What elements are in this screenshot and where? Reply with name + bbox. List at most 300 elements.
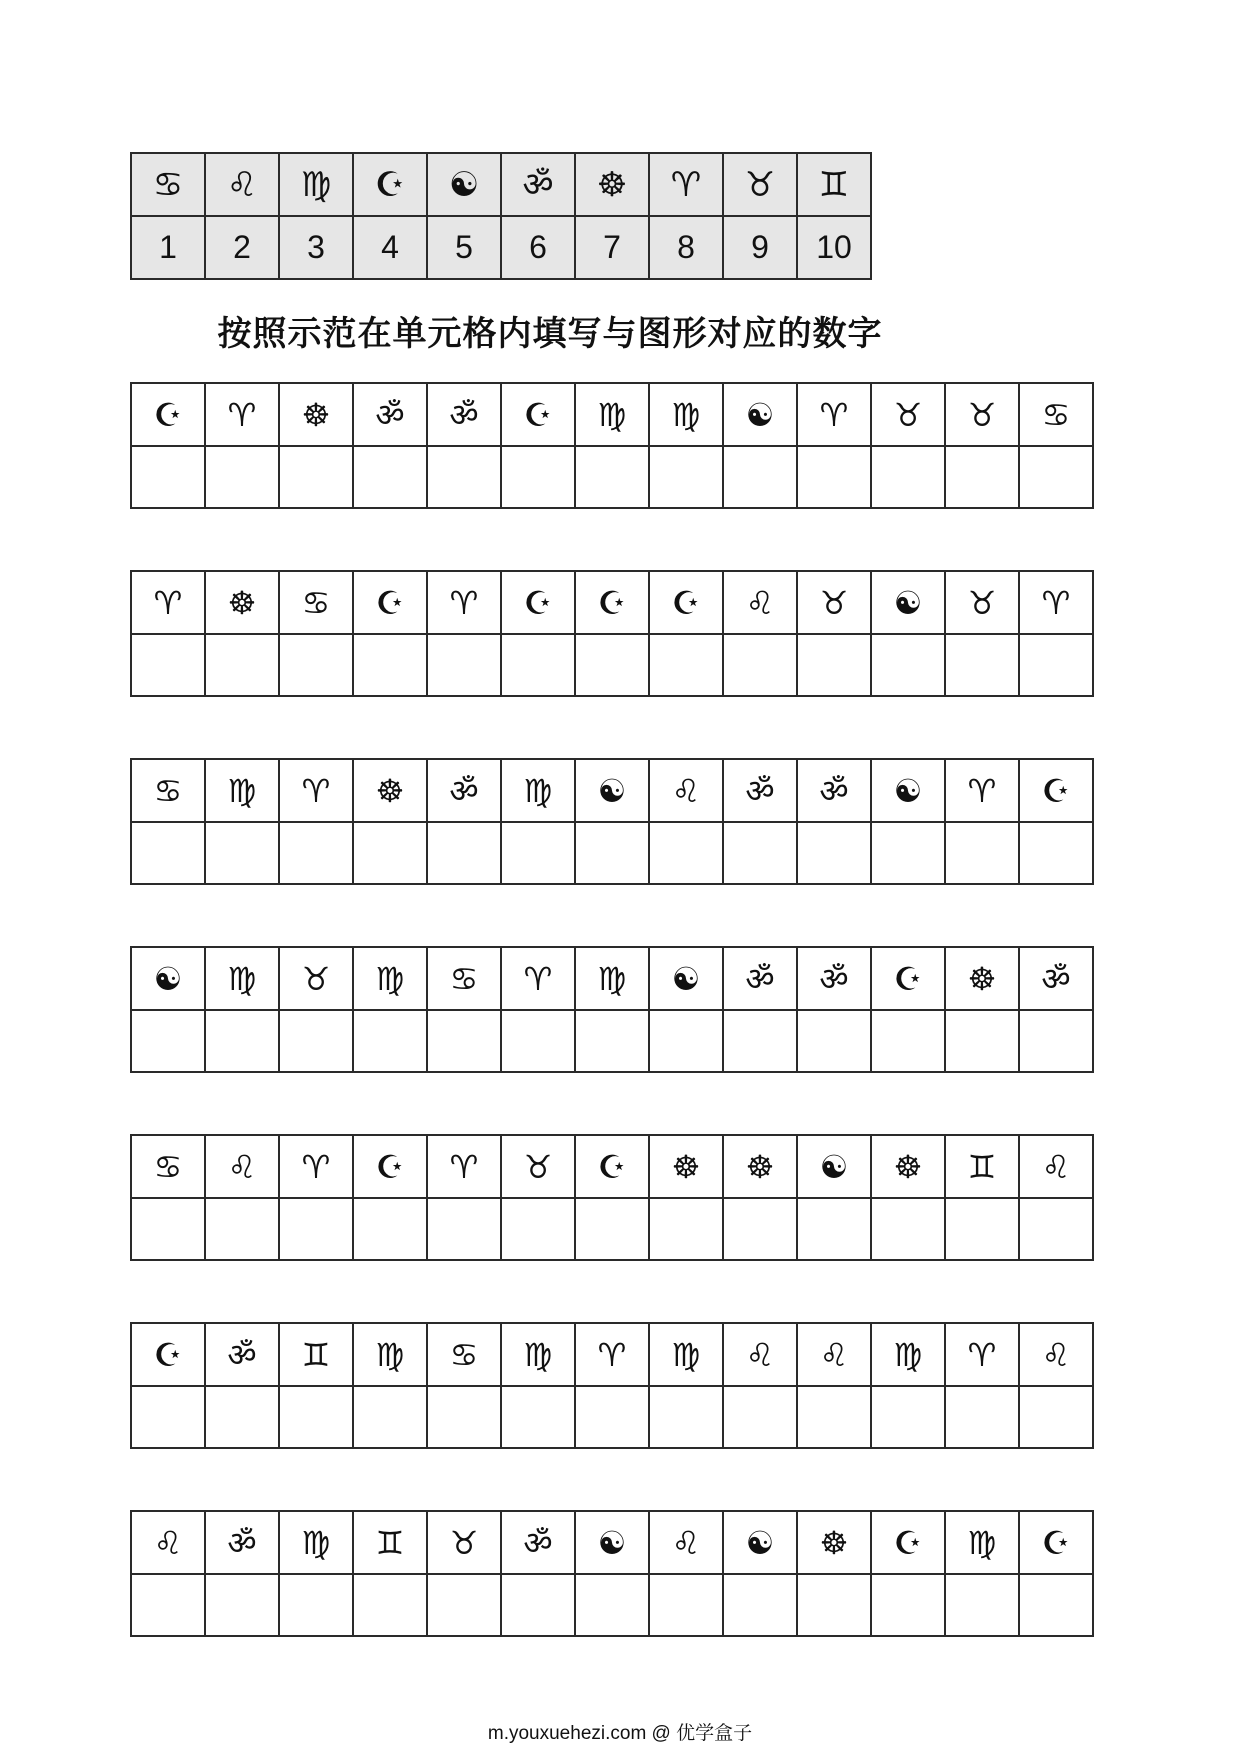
legend-number: 6 [501,216,575,279]
symbol-cell [1019,383,1093,446]
om-icon: ॐ [819,959,849,998]
yin-yang-icon: ☯ [893,583,923,622]
cancer-icon: ♋ [153,1147,183,1186]
answer-cell[interactable] [945,1386,1019,1448]
leo-icon: ♌ [153,1523,183,1562]
symbol-cell [797,759,871,822]
symbol-cell [871,571,945,634]
answer-cell[interactable] [723,1386,797,1448]
answer-cell[interactable] [575,1574,649,1636]
legend-symbol [353,153,427,216]
legend-symbol [501,153,575,216]
leo-icon: ♌ [745,1335,775,1374]
yin-yang-icon: ☯ [745,1523,775,1562]
symbol-cell [649,1323,723,1386]
symbol-cell [797,1135,871,1198]
answer-cell[interactable] [279,1198,353,1260]
legend-symbol [131,153,205,216]
answer-cell[interactable] [945,1574,1019,1636]
gemini-icon: ♊ [301,1335,331,1374]
symbol-cell [427,1323,501,1386]
answer-cell[interactable] [575,446,649,508]
symbol-cell [131,947,205,1010]
symbol-cell [871,1135,945,1198]
answer-cell[interactable] [205,634,279,696]
symbol-cell [649,571,723,634]
om-icon: ॐ [522,164,554,205]
exercise-answer-row [131,1386,1093,1448]
answer-cell[interactable] [575,1010,649,1072]
answer-cell[interactable] [353,1010,427,1072]
answer-cell[interactable] [427,446,501,508]
answer-cell[interactable] [575,1386,649,1448]
answer-cell[interactable] [871,1574,945,1636]
answer-cell[interactable] [427,822,501,884]
symbol-cell [649,1135,723,1198]
exercise-symbol-row [131,759,1093,822]
aries-icon: ♈ [153,583,183,622]
virgo-icon: ♍ [893,1335,923,1374]
virgo-icon: ♍ [300,164,332,205]
answer-cell[interactable] [205,1010,279,1072]
virgo-icon: ♍ [227,959,257,998]
symbol-cell [279,947,353,1010]
om-icon: ॐ [375,395,405,434]
crescent-star-icon: ☪ [597,1147,627,1186]
legend-number: 7 [575,216,649,279]
symbol-cell [797,383,871,446]
symbol-cell [723,1135,797,1198]
symbol-cell [279,759,353,822]
aries-icon: ♈ [597,1335,627,1374]
aries-icon: ♈ [1041,583,1071,622]
answer-cell[interactable] [945,634,1019,696]
aries-icon: ♈ [670,164,702,205]
answer-cell[interactable] [871,1010,945,1072]
exercise-symbol-row [131,947,1093,1010]
legend-symbol [279,153,353,216]
symbol-cell [723,383,797,446]
symbol-cell [723,571,797,634]
symbol-cell [205,759,279,822]
symbol-cell [205,571,279,634]
symbol-cell [797,1323,871,1386]
legend-symbol [205,153,279,216]
om-icon: ॐ [745,959,775,998]
virgo-icon: ♍ [227,771,257,810]
om-icon: ॐ [1041,959,1071,998]
answer-cell[interactable] [279,1574,353,1636]
legend-symbol [723,153,797,216]
symbol-cell [279,1323,353,1386]
taurus-icon: ♉ [449,1523,479,1562]
answer-cell[interactable] [427,1010,501,1072]
symbol-cell [575,1323,649,1386]
symbol-cell [1019,759,1093,822]
symbol-cell [871,383,945,446]
answer-cell[interactable] [279,446,353,508]
answer-cell[interactable] [723,1574,797,1636]
answer-cell[interactable] [131,1010,205,1072]
answer-cell[interactable] [279,1010,353,1072]
answer-cell[interactable] [649,1198,723,1260]
answer-cell[interactable] [501,1386,575,1448]
cancer-icon: ♋ [1041,395,1071,434]
leo-icon: ♌ [819,1335,849,1374]
taurus-icon: ♉ [301,959,331,998]
symbol-cell [131,383,205,446]
aries-icon: ♈ [523,959,553,998]
yin-yang-icon: ☯ [153,959,183,998]
crescent-star-icon: ☪ [1041,771,1071,810]
legend-number-row [131,216,871,279]
answer-cell[interactable] [871,1198,945,1260]
answer-cell[interactable] [723,1010,797,1072]
answer-cell[interactable] [205,822,279,884]
answer-cell[interactable] [205,1386,279,1448]
answer-cell[interactable] [797,1198,871,1260]
exercise-symbol-row [131,383,1093,446]
symbol-cell [1019,947,1093,1010]
om-icon: ॐ [227,1335,257,1374]
answer-cell[interactable] [871,446,945,508]
answer-cell[interactable] [723,822,797,884]
answer-cell[interactable] [797,1010,871,1072]
symbol-cell [427,947,501,1010]
symbol-cell [427,759,501,822]
answer-cell[interactable] [131,634,205,696]
answer-cell[interactable] [131,1198,205,1260]
symbol-cell [353,1135,427,1198]
answer-cell[interactable] [353,822,427,884]
om-icon: ॐ [819,771,849,810]
gemini-icon: ♊ [375,1523,405,1562]
answer-cell[interactable] [723,634,797,696]
answer-cell[interactable] [871,822,945,884]
answer-cell[interactable] [575,822,649,884]
symbol-cell [501,759,575,822]
answer-cell[interactable] [279,1386,353,1448]
symbol-cell [279,1135,353,1198]
answer-cell[interactable] [649,446,723,508]
gemini-icon: ♊ [818,164,850,205]
exercise-table [130,1322,1094,1449]
yin-yang-icon: ☯ [745,395,775,434]
symbol-cell [205,1135,279,1198]
virgo-icon: ♍ [671,1335,701,1374]
answer-cell[interactable] [501,1198,575,1260]
answer-cell[interactable] [205,1574,279,1636]
answer-cell[interactable] [575,1198,649,1260]
exercise-answer-row [131,822,1093,884]
answer-cell[interactable] [501,446,575,508]
symbol-cell [945,571,1019,634]
footer-watermark: m.youxuehezi.com @ 优学盒子 [487,1723,753,1744]
legend-number: 3 [279,216,353,279]
crescent-star-icon: ☪ [153,1335,183,1374]
symbol-cell [649,1511,723,1574]
symbol-cell [797,947,871,1010]
symbol-cell [575,383,649,446]
exercise-symbol-row [131,1323,1093,1386]
symbol-cell [945,383,1019,446]
exercise-table [130,1510,1094,1637]
answer-cell[interactable] [279,822,353,884]
answer-cell[interactable] [1019,1574,1093,1636]
crescent-star-icon: ☪ [374,164,406,205]
om-icon: ॐ [745,771,775,810]
symbol-cell [945,947,1019,1010]
answer-cell[interactable] [871,1386,945,1448]
symbol-cell [427,1135,501,1198]
virgo-icon: ♍ [523,1335,553,1374]
answer-cell[interactable] [427,1574,501,1636]
answer-cell[interactable] [1019,822,1093,884]
symbol-cell [279,1511,353,1574]
symbol-cell [353,759,427,822]
answer-cell[interactable] [1019,446,1093,508]
answer-cell[interactable] [1019,1010,1093,1072]
symbol-cell [501,1135,575,1198]
cancer-icon: ♋ [153,771,183,810]
virgo-icon: ♍ [523,771,553,810]
symbol-cell [1019,1323,1093,1386]
legend-number: 8 [649,216,723,279]
answer-cell[interactable] [723,446,797,508]
exercise-symbol-row [131,1135,1093,1198]
symbol-cell [723,947,797,1010]
answer-cell[interactable] [797,1386,871,1448]
om-icon: ॐ [523,1523,553,1562]
symbol-cell [1019,571,1093,634]
exercise-table [130,1134,1094,1261]
dharma-wheel-icon: ☸ [893,1147,923,1186]
legend-symbol [575,153,649,216]
answer-cell[interactable] [871,634,945,696]
aries-icon: ♈ [449,1147,479,1186]
aries-icon: ♈ [967,1335,997,1374]
symbol-cell [131,759,205,822]
yin-yang-icon: ☯ [448,164,480,205]
symbol-cell [353,571,427,634]
taurus-icon: ♉ [967,395,997,434]
symbol-cell [427,571,501,634]
exercise-table [130,382,1094,509]
symbol-cell [353,1323,427,1386]
crescent-star-icon: ☪ [153,395,183,434]
symbol-cell [131,1323,205,1386]
cancer-icon: ♋ [152,164,184,205]
om-icon: ॐ [449,395,479,434]
symbol-cell [945,759,1019,822]
symbol-cell [945,1135,1019,1198]
answer-cell[interactable] [649,634,723,696]
symbol-cell [649,759,723,822]
answer-cell[interactable] [649,1386,723,1448]
symbol-cell [205,1323,279,1386]
virgo-icon: ♍ [375,959,405,998]
crescent-star-icon: ☪ [597,583,627,622]
leo-icon: ♌ [226,164,258,205]
answer-cell[interactable] [649,822,723,884]
symbol-cell [501,1511,575,1574]
leo-icon: ♌ [745,583,775,622]
symbol-cell [353,383,427,446]
symbol-cell [427,383,501,446]
symbol-cell [575,1511,649,1574]
legend-number: 9 [723,216,797,279]
answer-cell[interactable] [279,634,353,696]
yin-yang-icon: ☯ [597,1523,627,1562]
dharma-wheel-icon: ☸ [819,1523,849,1562]
yin-yang-icon: ☯ [893,771,923,810]
symbol-cell [1019,1511,1093,1574]
om-icon: ॐ [227,1523,257,1562]
symbol-cell [353,947,427,1010]
virgo-icon: ♍ [597,395,627,434]
answer-cell[interactable] [649,1010,723,1072]
taurus-icon: ♉ [523,1147,553,1186]
virgo-icon: ♍ [597,959,627,998]
crescent-star-icon: ☪ [523,395,553,434]
answer-cell[interactable] [353,1198,427,1260]
symbol-cell [279,571,353,634]
symbol-cell [797,1511,871,1574]
exercise-answer-row [131,446,1093,508]
answer-cell[interactable] [575,634,649,696]
answer-cell[interactable] [131,1386,205,1448]
taurus-icon: ♉ [893,395,923,434]
answer-cell[interactable] [501,822,575,884]
answer-cell[interactable] [501,1010,575,1072]
leo-icon: ♌ [227,1147,257,1186]
symbol-cell [723,759,797,822]
legend-symbol-row [131,153,871,216]
aries-icon: ♈ [301,771,331,810]
answer-cell[interactable] [501,1574,575,1636]
yin-yang-icon: ☯ [671,959,701,998]
exercise-table [130,570,1094,697]
symbol-cell [501,571,575,634]
symbol-cell [649,383,723,446]
symbol-cell [575,947,649,1010]
legend-table [130,152,872,280]
answer-cell[interactable] [501,634,575,696]
leo-icon: ♌ [671,771,701,810]
virgo-icon: ♍ [375,1335,405,1374]
dharma-wheel-icon: ☸ [671,1147,701,1186]
legend-number: 10 [797,216,871,279]
crescent-star-icon: ☪ [375,583,405,622]
aries-icon: ♈ [449,583,479,622]
instruction-title: 按照示范在单元格内填写与图形对应的数字 [217,314,883,354]
dharma-wheel-icon: ☸ [596,164,628,205]
exercise-symbol-row [131,571,1093,634]
legend-symbol [427,153,501,216]
answer-cell[interactable] [1019,1198,1093,1260]
answer-cell[interactable] [427,1198,501,1260]
answer-cell[interactable] [353,1574,427,1636]
exercise-answer-row [131,1574,1093,1636]
answer-cell[interactable] [797,1574,871,1636]
legend-number: 5 [427,216,501,279]
aries-icon: ♈ [301,1147,331,1186]
symbol-cell [575,759,649,822]
symbol-cell [501,1323,575,1386]
answer-cell[interactable] [353,1386,427,1448]
answer-cell[interactable] [205,446,279,508]
symbol-cell [1019,1135,1093,1198]
symbol-cell [575,571,649,634]
symbol-cell [871,947,945,1010]
answer-cell[interactable] [649,1574,723,1636]
legend-number: 4 [353,216,427,279]
answer-cell[interactable] [945,1198,1019,1260]
exercise-answer-row [131,1010,1093,1072]
symbol-cell [131,571,205,634]
aries-icon: ♈ [819,395,849,434]
answer-cell[interactable] [353,446,427,508]
crescent-star-icon: ☪ [375,1147,405,1186]
answer-cell[interactable] [945,446,1019,508]
aries-icon: ♈ [227,395,257,434]
dharma-wheel-icon: ☸ [227,583,257,622]
answer-cell[interactable] [427,634,501,696]
answer-cell[interactable] [131,822,205,884]
symbol-cell [945,1511,1019,1574]
answer-cell[interactable] [131,1574,205,1636]
taurus-icon: ♉ [967,583,997,622]
symbol-cell [871,1323,945,1386]
answer-cell[interactable] [205,1198,279,1260]
symbol-cell [797,571,871,634]
crescent-star-icon: ☪ [1041,1523,1071,1562]
leo-icon: ♌ [1041,1335,1071,1374]
symbol-cell [205,1511,279,1574]
dharma-wheel-icon: ☸ [967,959,997,998]
symbol-cell [501,383,575,446]
answer-cell[interactable] [1019,634,1093,696]
cancer-icon: ♋ [449,1335,479,1374]
answer-cell[interactable] [797,446,871,508]
virgo-icon: ♍ [301,1523,331,1562]
symbol-cell [649,947,723,1010]
answer-cell[interactable] [723,1198,797,1260]
exercise-table [130,946,1094,1073]
symbol-cell [353,1511,427,1574]
symbol-cell [501,947,575,1010]
yin-yang-icon: ☯ [819,1147,849,1186]
virgo-icon: ♍ [967,1523,997,1562]
symbol-cell [279,383,353,446]
virgo-icon: ♍ [671,395,701,434]
symbol-cell [871,759,945,822]
exercise-answer-row [131,634,1093,696]
symbol-cell [945,1323,1019,1386]
answer-cell[interactable] [1019,1386,1093,1448]
symbol-cell [723,1323,797,1386]
answer-cell[interactable] [797,822,871,884]
answer-cell[interactable] [353,634,427,696]
dharma-wheel-icon: ☸ [745,1147,775,1186]
answer-cell[interactable] [797,634,871,696]
answer-cell[interactable] [945,1010,1019,1072]
exercise-symbol-row [131,1511,1093,1574]
answer-cell[interactable] [427,1386,501,1448]
taurus-icon: ♉ [744,164,776,205]
answer-cell[interactable] [945,822,1019,884]
answer-cell[interactable] [131,446,205,508]
